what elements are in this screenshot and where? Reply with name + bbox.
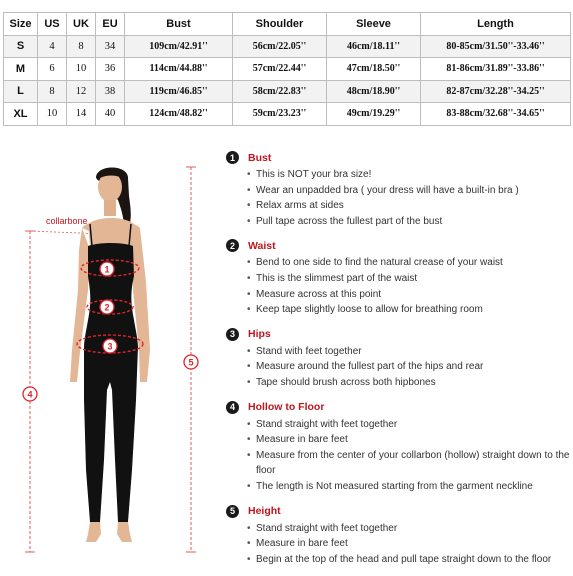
- svg-text:5: 5: [188, 357, 194, 368]
- table-cell: S: [4, 35, 38, 58]
- instruction-list: [226, 417, 571, 495]
- table-cell: 46cm/18.11'': [327, 35, 421, 58]
- table-cell: 114cm/44.88'': [125, 58, 233, 81]
- guide-section-waist: [226, 238, 571, 317]
- column-header-bust: Bust: [125, 13, 233, 36]
- table-cell: 10: [38, 103, 67, 126]
- instruction-list: [226, 167, 571, 229]
- table-cell: 48cm/18.90'': [327, 80, 421, 103]
- table-cell: 10: [67, 58, 96, 81]
- table-cell: 6: [38, 58, 67, 81]
- marker-bust-1: [100, 262, 114, 276]
- list-item: • Stand straight with feet together: [226, 417, 571, 433]
- section-number-badge: 5: [226, 505, 239, 518]
- section-number-badge: 2: [226, 239, 239, 252]
- list-item: • Measure in bare feet: [226, 536, 571, 552]
- guide-section-hips: [226, 327, 571, 391]
- column-header-shoulder: Shoulder: [233, 13, 327, 36]
- table-row: [4, 58, 571, 81]
- list-item: • Measure around the fullest part of the hips and rear: [226, 359, 571, 375]
- marker-hips-3: [103, 339, 117, 353]
- column-header-uk: UK: [67, 13, 96, 36]
- svg-text:2: 2: [104, 302, 110, 313]
- model-illustration: [0, 150, 215, 573]
- section-title: Hollow to Floor: [248, 401, 325, 414]
- section-title: Bust: [248, 151, 272, 164]
- svg-text:1: 1: [104, 264, 110, 275]
- list-item: • The length is Not measured starting from the garment neckline: [226, 479, 571, 495]
- table-cell: 124cm/48.82'': [125, 103, 233, 126]
- column-header-sleeve: Sleeve: [327, 13, 421, 36]
- table-cell: 80-85cm/31.50''-33.46'': [421, 35, 571, 58]
- list-item: • Stand with feet together: [226, 344, 571, 360]
- measurement-guide: [226, 150, 571, 576]
- svg-text:3: 3: [107, 341, 113, 352]
- section-title: Waist: [248, 239, 276, 252]
- section-title: Hips: [248, 328, 271, 341]
- table-cell: 83-88cm/32.68''-34.65'': [421, 103, 571, 126]
- instruction-list: [226, 521, 571, 568]
- section-heading: [226, 400, 571, 415]
- table-cell: 8: [67, 35, 96, 58]
- table-cell: 56cm/22.05'': [233, 35, 327, 58]
- list-item: • Measure from the center of your collarbon (hollow) straight down to the floor: [226, 448, 571, 479]
- table-cell: 57cm/22.44'': [233, 58, 327, 81]
- marker-waist-2: [100, 300, 114, 314]
- column-header-size: Size: [4, 13, 38, 36]
- table-cell: 14: [67, 103, 96, 126]
- table-cell: 109cm/42.91'': [125, 35, 233, 58]
- list-item: • Keep tape slightly loose to allow for breathing room: [226, 302, 571, 318]
- table-row: [4, 35, 571, 58]
- list-item: • Tape should brush across both hipbones: [226, 375, 571, 391]
- list-item: • Stand straight with feet together: [226, 521, 571, 537]
- list-item: • Wear an unpadded bra ( your dress will have a built-in bra ): [226, 183, 571, 199]
- instruction-list: [226, 344, 571, 391]
- table-header-row: [4, 13, 571, 36]
- list-item: • Begin at the top of the head and pull tape straight down to the floor: [226, 552, 571, 568]
- guide-section-height: [226, 504, 571, 568]
- list-item: • Measure across at this point: [226, 287, 571, 303]
- table-row: [4, 80, 571, 103]
- section-heading: [226, 327, 571, 342]
- section-number-badge: 3: [226, 328, 239, 341]
- table-cell: 38: [96, 80, 125, 103]
- table-cell: 4: [38, 35, 67, 58]
- column-header-us: US: [38, 13, 67, 36]
- list-item: • This is the slimmest part of the waist: [226, 271, 571, 287]
- table-row: [4, 103, 571, 126]
- table-cell: 119cm/46.85'': [125, 80, 233, 103]
- table-cell: XL: [4, 103, 38, 126]
- svg-text:4: 4: [27, 389, 33, 400]
- table-cell: 12: [67, 80, 96, 103]
- table-cell: L: [4, 80, 38, 103]
- table-cell: 8: [38, 80, 67, 103]
- section-heading: [226, 150, 571, 165]
- list-item: • Measure in bare feet: [226, 432, 571, 448]
- guide-section-hollow-to-floor: [226, 400, 571, 495]
- table-cell: 81-86cm/31.89''-33.86'': [421, 58, 571, 81]
- section-number-badge: 1: [226, 151, 239, 164]
- table-cell: 47cm/18.50'': [327, 58, 421, 81]
- column-header-eu: EU: [96, 13, 125, 36]
- guide-section-bust: [226, 150, 571, 229]
- section-heading: [226, 504, 571, 519]
- table-cell: 36: [96, 58, 125, 81]
- table-cell: 59cm/23.23'': [233, 103, 327, 126]
- table-cell: 40: [96, 103, 125, 126]
- measurement-figure: [0, 150, 215, 573]
- table-cell: 58cm/22.83'': [233, 80, 327, 103]
- section-title: Height: [248, 505, 281, 517]
- list-item: • This is NOT your bra size!: [226, 167, 571, 183]
- list-item: • Bend to one side to find the natural crease of your waist: [226, 255, 571, 271]
- table-cell: 34: [96, 35, 125, 58]
- column-header-length: Length: [421, 13, 571, 36]
- table-body: [4, 35, 571, 125]
- list-item: • Pull tape across the fullest part of the bust: [226, 214, 571, 230]
- marker-hollow-4: [23, 387, 37, 401]
- list-item: • Relax arms at sides: [226, 198, 571, 214]
- collarbone-label: collarbone: [46, 216, 88, 226]
- section-heading: [226, 238, 571, 253]
- table-cell: M: [4, 58, 38, 81]
- size-chart-table: [3, 12, 571, 126]
- table-cell: 49cm/19.29'': [327, 103, 421, 126]
- marker-height-5: [184, 355, 198, 369]
- table-cell: 82-87cm/32.28''-34.25'': [421, 80, 571, 103]
- instruction-list: [226, 255, 571, 317]
- section-number-badge: 4: [226, 401, 239, 414]
